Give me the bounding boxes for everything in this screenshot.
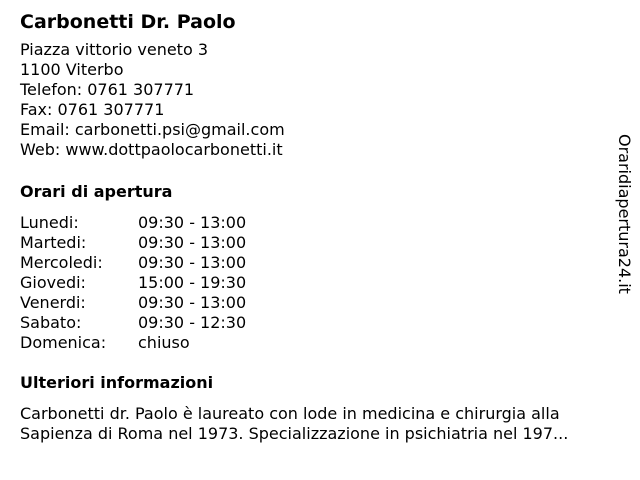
info-description: Carbonetti dr. Paolo è laureato con lode in medicina e chirurgia alla Sapienza di Roma nel 1973. Specializzazione in psichiatria nel 197... bbox=[20, 404, 569, 443]
hours-day: Sabato: bbox=[20, 313, 82, 332]
address-street: Piazza vittorio veneto 3 bbox=[20, 40, 209, 59]
hours-time: 09:30 - 13:00 bbox=[138, 233, 247, 252]
hours-row bbox=[20, 293, 610, 313]
side-brand-text: Oraridiapertura24.it bbox=[615, 134, 634, 294]
hours-row bbox=[20, 253, 610, 273]
hours-day: Martedi: bbox=[20, 233, 87, 252]
hours-day: Mercoledi: bbox=[20, 253, 103, 272]
hours-day: Domenica: bbox=[20, 333, 107, 352]
business-name: Carbonetti Dr. Paolo bbox=[20, 11, 236, 33]
hours-title: Orari di apertura bbox=[20, 182, 173, 201]
hours-day: Lunedi: bbox=[20, 213, 79, 232]
phone-line: Telefon: 0761 307771 bbox=[20, 80, 195, 99]
hours-row bbox=[20, 333, 610, 353]
hours-time: 09:30 - 13:00 bbox=[138, 253, 247, 272]
info-title: Ulteriori informazioni bbox=[20, 373, 214, 392]
web-line: Web: www.dottpaolocarbonetti.it bbox=[20, 140, 283, 159]
hours-time: 09:30 - 13:00 bbox=[138, 293, 247, 312]
hours-table bbox=[20, 213, 610, 353]
hours-time: 09:30 - 12:30 bbox=[138, 313, 247, 332]
hours-day: Venerdi: bbox=[20, 293, 86, 312]
hours-day: Giovedi: bbox=[20, 273, 86, 292]
business-card bbox=[20, 8, 610, 444]
hours-row bbox=[20, 273, 610, 293]
address-city: 1100 Viterbo bbox=[20, 60, 124, 79]
hours-row bbox=[20, 213, 610, 233]
fax-line: Fax: 0761 307771 bbox=[20, 100, 165, 119]
hours-row bbox=[20, 233, 610, 253]
hours-time: 15:00 - 19:30 bbox=[138, 273, 247, 292]
hours-time: chiuso bbox=[138, 333, 190, 352]
email-line: Email: carbonetti.psi@gmail.com bbox=[20, 120, 285, 139]
contact-block bbox=[20, 40, 610, 160]
hours-row bbox=[20, 313, 610, 333]
hours-time: 09:30 - 13:00 bbox=[138, 213, 247, 232]
